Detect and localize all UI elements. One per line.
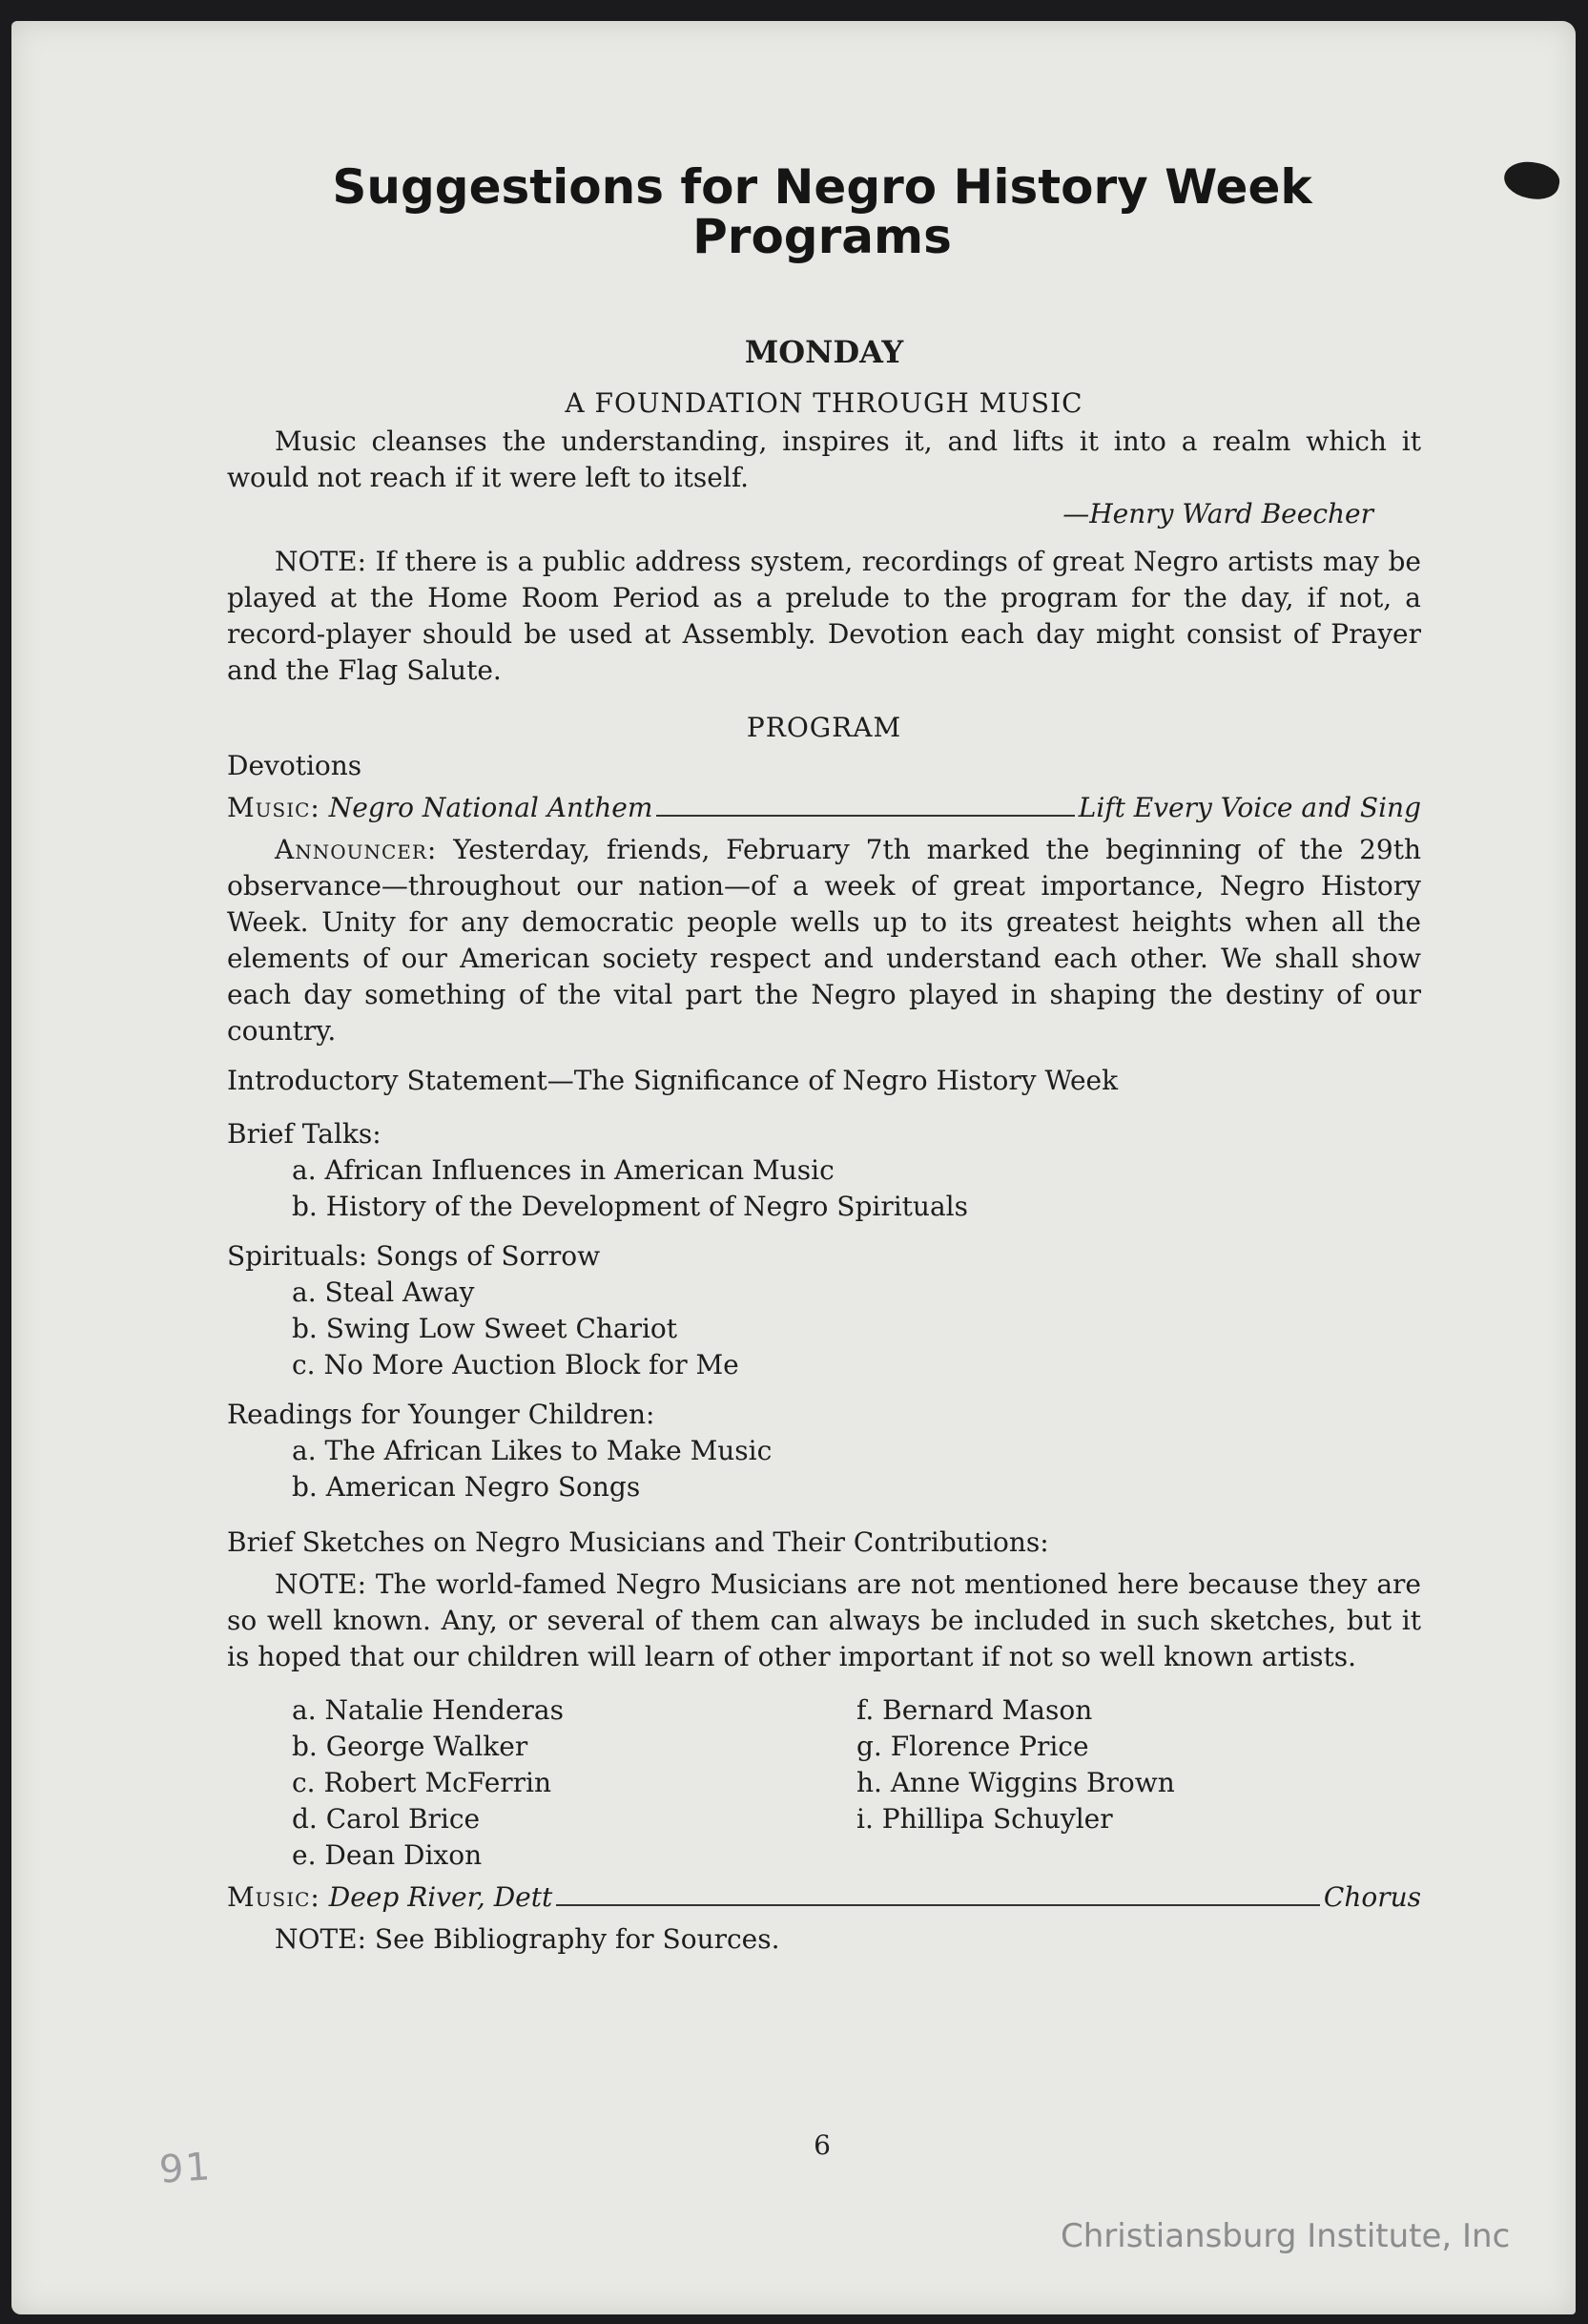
announcer-label: Announcer: xyxy=(275,834,438,865)
list-item: i. Phillipa Schuyler xyxy=(856,1803,1113,1835)
title-line-2: Programs xyxy=(692,209,952,264)
list-item: a. Natalie Henderas xyxy=(292,1694,564,1726)
document-page xyxy=(11,21,1576,2314)
music-performer: Chorus xyxy=(1323,1881,1421,1913)
list-item: b. Swing Low Sweet Chariot xyxy=(292,1313,678,1344)
devotions-line: Devotions xyxy=(227,750,362,781)
list-item: c. No More Auction Block for Me xyxy=(292,1349,739,1380)
list-item: a. The African Likes to Make Music xyxy=(292,1435,773,1466)
music-piece: Negro National Anthem xyxy=(328,792,653,823)
musicians-columns xyxy=(227,1692,1421,1874)
music-line-deep-river xyxy=(227,1879,1421,1916)
leader-dots xyxy=(656,794,1074,817)
program-heading: PROGRAM xyxy=(746,712,902,743)
musicians-right-column xyxy=(856,1692,1421,1874)
readings-list xyxy=(292,1433,1421,1505)
watermark: Christiansburg Institute, Inc xyxy=(1061,2217,1511,2255)
page-number: 6 xyxy=(814,2129,831,2161)
spirituals-list xyxy=(292,1275,1421,1383)
music-line-anthem xyxy=(227,790,1421,826)
note-musicians: NOTE: The world-famed Negro Musicians are not mentioned here because they are so well known. Any, or several of them can always be included in such sketches, but it is hoped that our children will learn of other important if not so well known artists. xyxy=(227,1568,1421,1672)
list-item: b. American Negro Songs xyxy=(292,1471,641,1503)
list-item: d. Carol Brice xyxy=(292,1803,481,1835)
day-heading: MONDAY xyxy=(744,334,904,370)
page-title xyxy=(11,159,1576,264)
music-label: Music: xyxy=(227,792,320,823)
list-item: g. Florence Price xyxy=(856,1731,1089,1762)
note-bibliography: NOTE: See Bibliography for Sources. xyxy=(275,1923,780,1955)
list-item: b. George Walker xyxy=(292,1731,528,1762)
music-piece: Deep River, Dett xyxy=(328,1881,553,1913)
music-title: Lift Every Voice and Sing xyxy=(1078,792,1421,823)
readings-heading: Readings for Younger Children: xyxy=(227,1399,655,1430)
brief-talks-heading: Brief Talks: xyxy=(227,1118,382,1150)
quote-attribution: —Henry Ward Beecher xyxy=(1062,498,1373,529)
handwritten-mark: 91 xyxy=(157,2145,214,2192)
announcer-text: Yesterday, friends, February 7th marked the beginning of the 29th observance—throughout our nation—of a week of great importance, Negro History Week. Unity for any democratic people wells up to its greatest heights when all the elements of our American society respect and understand each other. We shall show each day something of the vital part the Negro played in shaping the destiny of our country. xyxy=(227,834,1421,1047)
list-item: b. History of the Development of Negro Spirituals xyxy=(292,1191,968,1222)
list-item: e. Dean Dixon xyxy=(292,1839,483,1871)
brief-talks-list xyxy=(292,1152,1421,1225)
leader-dots xyxy=(556,1883,1320,1906)
list-item: a. African Influences in American Music xyxy=(292,1154,835,1186)
intro-statement: Introductory Statement—The Significance of Negro History Week xyxy=(227,1065,1119,1096)
sketches-heading: Brief Sketches on Negro Musicians and Their Contributions: xyxy=(227,1526,1049,1558)
music-label: Music: xyxy=(227,1881,320,1913)
announcer-paragraph xyxy=(227,832,1421,1049)
quote-text: Music cleanses the understanding, inspires it, and lifts it into a realm which it would not reach if it were left to itself. xyxy=(227,425,1421,493)
list-item: f. Bernard Mason xyxy=(856,1694,1093,1726)
note-public-address: NOTE: If there is a public address system, recordings of great Negro artists may be played at the Home Room Period as a prelude to the program for the day, if not, a record-player should be used at Assembly. Devotion each day might consist of Prayer and the Flag Salute. xyxy=(227,546,1421,686)
title-line-1: Suggestions for Negro History Week xyxy=(332,159,1312,215)
spirituals-heading: Spirituals: Songs of Sorrow xyxy=(227,1240,601,1272)
list-item: h. Anne Wiggins Brown xyxy=(856,1767,1175,1798)
document-body xyxy=(227,317,1421,1958)
theme-heading: A FOUNDATION THROUGH MUSIC xyxy=(565,387,1083,419)
musicians-left-column xyxy=(292,1692,856,1874)
list-item: c. Robert McFerrin xyxy=(292,1767,552,1798)
list-item: a. Steal Away xyxy=(292,1276,475,1308)
